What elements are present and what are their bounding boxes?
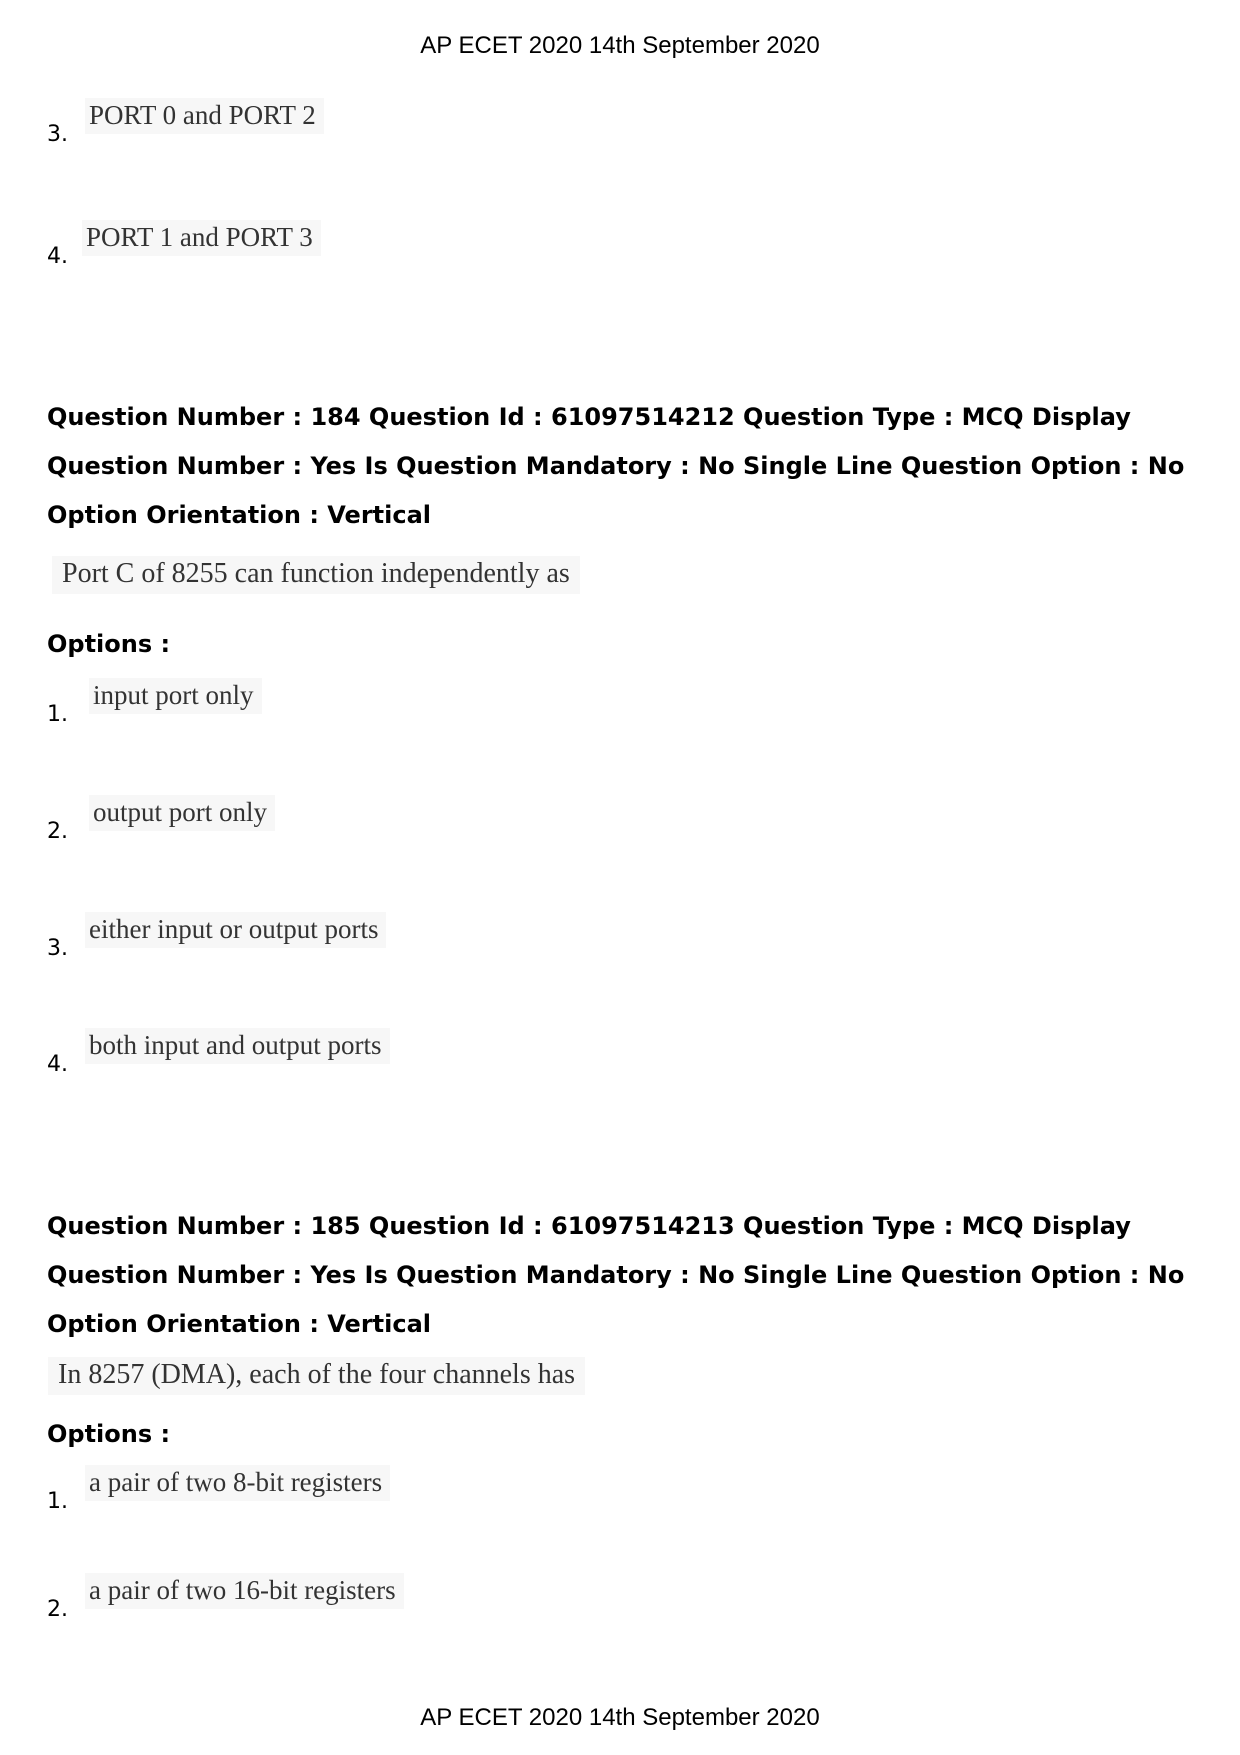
option-number: 2.: [47, 1597, 68, 1622]
option-number: 3.: [47, 122, 68, 147]
option-number: 4.: [47, 244, 68, 269]
option-text: input port only: [89, 678, 262, 714]
option-text: a pair of two 16-bit registers: [85, 1573, 404, 1609]
option-number: 2.: [47, 819, 68, 844]
option-number: 3.: [47, 936, 68, 961]
option-text: either input or output ports: [85, 912, 386, 948]
option-text: PORT 1 and PORT 3: [82, 220, 321, 256]
option-text: both input and output ports: [85, 1028, 390, 1064]
option-number: 1.: [47, 1489, 68, 1514]
question-text: Port C of 8255 can function independently as: [52, 556, 580, 594]
question-text: In 8257 (DMA), each of the four channels has: [48, 1357, 585, 1395]
option-text: output port only: [89, 795, 275, 831]
option-number: 4.: [47, 1052, 68, 1077]
page-header: AP ECET 2020 14th September 2020: [420, 32, 820, 59]
option-text: PORT 0 and PORT 2: [85, 98, 324, 134]
page-footer: AP ECET 2020 14th September 2020: [420, 1704, 820, 1731]
options-label: Options :: [47, 1420, 171, 1448]
question-meta: Question Number : 184 Question Id : 61097514212 Question Type : MCQ Display Question Number : Yes Is Question Mandatory : No Single Line Question Option : No Option Orientation : Vertical: [47, 403, 1185, 529]
question-meta: Question Number : 185 Question Id : 61097514213 Question Type : MCQ Display Question Number : Yes Is Question Mandatory : No Single Line Question Option : No Option Orientation : Vertical: [47, 1212, 1185, 1338]
option-text: a pair of two 8-bit registers: [85, 1465, 390, 1501]
option-number: 1.: [47, 702, 68, 727]
options-label: Options :: [47, 630, 171, 658]
